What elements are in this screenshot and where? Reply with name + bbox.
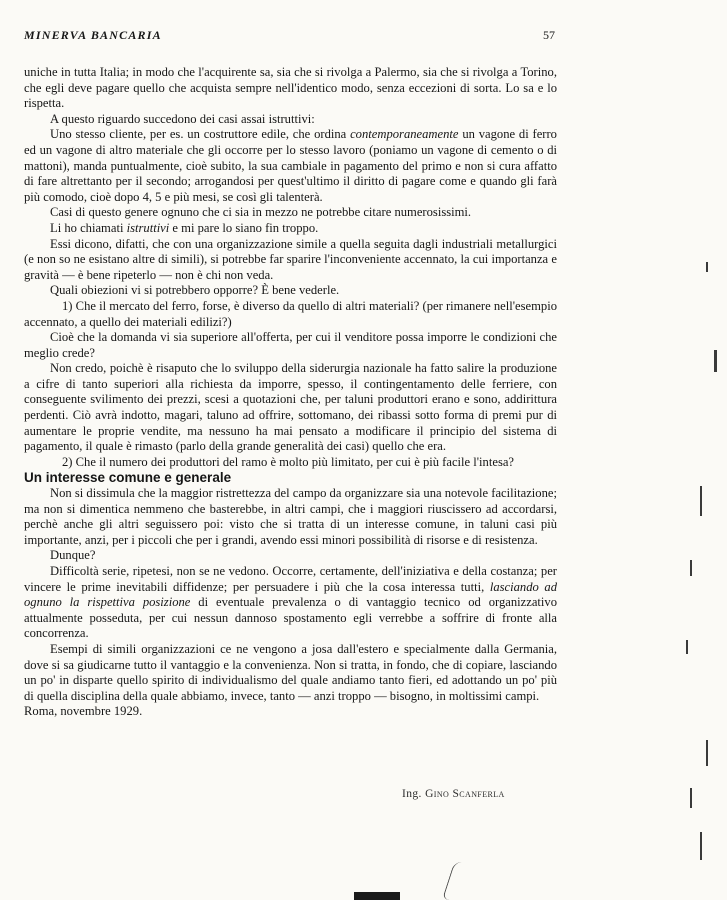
paragraph [24,127,557,205]
scan-artifact [706,740,708,766]
paragraph: Non credo, poichè è risaputo che lo sviluppo della siderurgia nazionale ha fatto salire la produzione a cifre di tanto superiori alla richiesta da imporre, spesso, il contingentamento delle ferriere, con conseguente svilimento dei prezzi, scesi a quotazioni che, per taluni produttori erano e sono, addirittura perdenti. Ciò avrà indotto, magari, taluno ad offrire, sottomano, dei ribassi sotto forma di premi pur di aumentare le proprie vendite, ma nessuno ha mai pensato a modificare il principio del sistema di pagamento, il quale è rimasto (parlo della grande generalità dei casi) quello che era. [24,361,557,454]
paragraph: Essi dicono, difatti, che con una organizzazione simile a quella seguita dagli industriali metallurgici (e non so ne esistano altre di simili), si potrebbe far sparire l'inconveniente accennato, la cui importanza e gravità — è bene ripeterlo — non è chi non veda. [24,236,557,282]
article-body [24,65,557,720]
page-number: 57 [543,28,555,42]
footer-bar [354,892,400,900]
paragraph: uniche in tutta Italia; in modo che l'acquirente sa, sia che si rivolga a Palermo, sia che si rivolga a Torino, che egli deve pagare quello che acquista sempre nell'identico modo, senza eccezioni di sorta. Lo sa e lo rispetta. [24,65,557,111]
paragraph: Quali obiezioni vi si potrebbero opporre? È bene vederle. [50,283,340,298]
scan-artifact [706,262,708,272]
text-run: e mi pare lo siano fin troppo. [169,220,319,235]
running-header [24,28,555,42]
emphasis: istruttivi [126,220,170,235]
emphasis: lasciando ad ognuno la rispettiva posizione [24,579,558,610]
paragraph: Esempi di simili organizzazioni ce ne vengono a josa dall'estero e specialmente dalla Germania, dove si sa giudicarne tutto il vantaggio e la convenienza. Non si tratta, in fondo, che di copiare, lasciando un po' in disparte quello spirito di individualismo del quale andiamo tanto fieri, ed adottando un po' più di quella disciplina della quale abbiamo, invece, tanto — anzi troppo — bisogno, in moltissimi campi. [24,641,557,703]
text-run: Uno stesso cliente, per es. un costruttore edile, che ordina [50,127,351,142]
journal-title: MINERVA BANCARIA [24,28,162,42]
text-run: Difficoltà serie, ripetesi, non se ne vedono. Occorre, certamente, dell'iniziativa e della costanza; per vincere le prime inevitabili diffidenze; per persuadere i più che la cosa interessa tutti, [24,564,557,594]
paragraph [24,564,557,642]
pen-mark [442,862,469,900]
paragraph: Casi di questo genere ognuno che ci sia in mezzo ne potrebbe citare numerosissimi. [50,205,472,220]
scan-artifact [700,486,702,516]
text-run: di eventuale prevalenza o di vantaggio tecnico od organizzativo attualmente posseduta, per cui nessun dannoso spostamento egli verrebbe a soffrire di fronte alla concorrenza. [24,595,558,641]
numbered-item: 2) Che il numero dei produttori del ramo è molto più limitato, per cui è più facile l'intesa? [62,454,515,469]
paragraph: Non si dissimula che la maggior ristrettezza del campo da organizzare sia una notevole facilitazione; ma non si dimentica nemmeno che basterebbe, in altri campi, che i maggiori riuscissero ad accordarsi, perchè anche gli altri seguissero poi: visto che si tratta di un interesse comune, in taluni casi più importante, anzi, per i piccoli che per i grandi, avendo essi minori possibilità di risorse e di resistenza. [24,486,557,547]
dateline: Roma, novembre 1929. [24,704,143,719]
scan-artifact [690,788,692,808]
author-prefix: Ing. [402,788,422,800]
author-signature [402,788,505,800]
author-name: Gino Scanferla [425,788,505,800]
text-run: un vagone di ferro ed un vagone di altro materiale che gli occorre per lo stesso lavoro (poniamo un vagone di cemento o di mattoni), manda puntualmente, cioè subito, la sua cambiale in pagamento del primo e non si cura affatto di fare altrettanto per il secondo; arrogandosi per quest'ultimo il diritto di pagare come e quando gli farà più comodo, cioè dopo 4, 5 e più mesi, se così gli talenterà. [24,127,557,204]
scan-artifact [714,350,717,372]
paragraph: Cioè che la domanda vi sia superiore all'offerta, per cui il venditore possa imporre le condizioni che meglio crede? [24,330,557,360]
numbered-item: 1) Che il mercato del ferro, forse, è diverso da quello di altri materiali? (per rimanere nell'esempio accennato, a quello dei materiali edilizi?) [24,298,557,329]
paragraph: Dunque? [50,548,96,563]
emphasis: contemporaneamente [350,127,459,142]
section-heading: Un interesse comune e generale [24,470,232,486]
scan-artifact [700,832,702,860]
scan-artifact [690,560,692,576]
paragraph [24,221,557,237]
scan-artifact [686,640,688,654]
paragraph: A questo riguardo succedono dei casi assai istruttivi: [50,111,315,126]
text-run: Li ho chiamati [50,220,127,235]
